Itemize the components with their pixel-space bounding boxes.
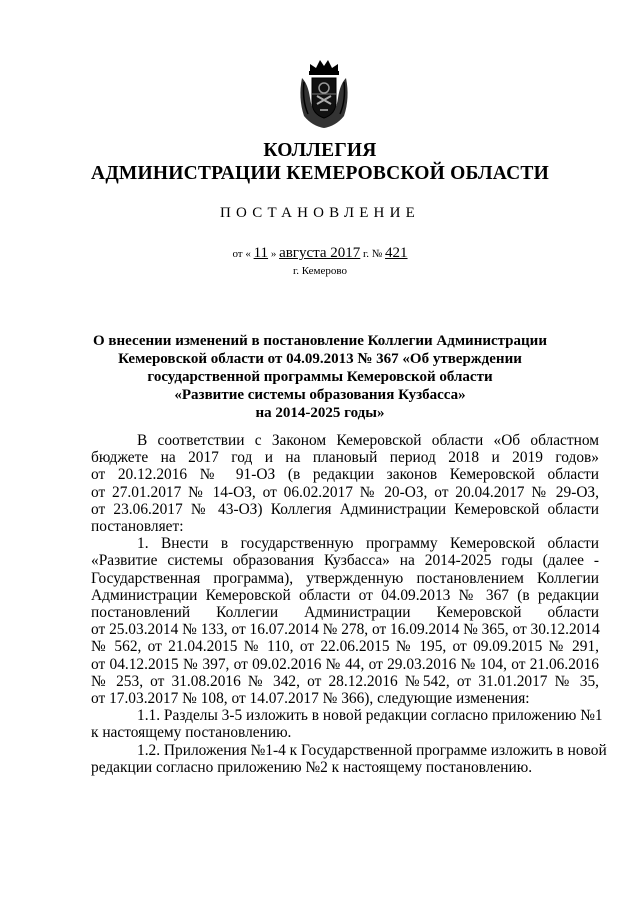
text-line: В соответствии с Законом Кемеровской области «Об областном: [137, 432, 599, 449]
document-number: 421: [385, 245, 408, 261]
title-line: государственной программы Кемеровской области: [147, 369, 493, 385]
text-line: постановляет:: [91, 518, 184, 536]
text-line: № 562, от 21.04.2015 № 110, от 22.06.2015 № 195, от 09.09.2015 № 291,: [91, 638, 599, 656]
text-line: 1.2. Приложения №1-4 к Государственной программе изложить в новой: [137, 741, 607, 759]
text-line: к настоящему постановлению.: [91, 724, 292, 742]
text-line: 1. Внести в государственную программу Кемеровской области: [137, 535, 599, 553]
document-title: [80, 332, 560, 422]
text-line: Администрации Кемеровской области от 04.09.2013 № 367 (в редакции: [91, 586, 599, 604]
text-line: редакции согласно приложению №2 к настоящему постановлению.: [91, 758, 533, 776]
text-line: бюджете на 2017 год и на плановый период 2018 и 2019 годов»: [91, 449, 599, 467]
date-day: 11: [253, 245, 269, 261]
org-name-line1: КОЛЛЕГИЯ: [263, 140, 377, 161]
text-line: 1.1. Разделы 3-5 изложить в новой редакции согласно приложению №1: [137, 707, 603, 725]
coat-of-arms-icon: [296, 58, 352, 130]
paragraph-preamble: [91, 432, 599, 535]
title-line: Кемеровской области от 04.09.2013 № 367 «Об утверждении: [118, 351, 522, 367]
date-sep: »: [270, 248, 277, 260]
title-line: О внесении изменений в постановление Коллегии Администрации: [93, 333, 547, 349]
paragraph-item-1-1: [91, 707, 603, 742]
document-city: г. Кемерово: [292, 265, 348, 277]
text-line: от 25.03.2014 № 133, от 16.07.2014 № 278, от 16.09.2014 № 365, от 30.12.2014: [91, 621, 600, 639]
date-prefix: от «: [232, 248, 251, 260]
date-year-suffix: г. №: [363, 248, 383, 260]
document-date-line: [0, 245, 640, 262]
text-line: Государственная программа), утвержденную постановлением Коллегии: [91, 569, 599, 587]
org-name-line2: АДМИНИСТРАЦИИ КЕМЕРОВСКОЙ ОБЛАСТИ: [91, 163, 549, 184]
text-line: от 17.03.2017 № 108, от 14.07.2017 № 366), следующие изменения:: [91, 690, 530, 708]
text-line: от 04.12.2015 № 397, от 09.02.2016 № 44, от 29.03.2016 № 104, от 21.06.2016: [91, 655, 599, 673]
document-body: [91, 432, 607, 776]
document-type: ПОСТАНОВЛЕНИЕ: [220, 205, 420, 221]
text-line: от 27.01.2017 № 14-ОЗ, от 06.02.2017 № 20-ОЗ, от 20.04.2017 № 29-ОЗ,: [91, 483, 599, 501]
text-line: постановлений Коллегии Администрации Кемеровской области: [91, 604, 599, 622]
text-line: от 20.12.2016 № 91-ОЗ (в редакции законов Кемеровской области: [91, 466, 599, 484]
text-line: «Развитие системы образования Кузбасса» на 2014-2025 годы (далее -: [91, 552, 599, 570]
date-month-year: августа 2017: [279, 245, 361, 261]
title-line: на 2014-2025 годы»: [255, 405, 385, 421]
paragraph-item-1: [91, 535, 599, 707]
text-line: № 253, от 31.08.2016 № 342, от 28.12.2016 №542, от 31.01.2017 № 35,: [91, 672, 599, 690]
text-line: от 23.06.2017 № 43-ОЗ) Коллегия Администрации Кемеровской области: [91, 500, 599, 518]
paragraph-item-1-2: [91, 741, 607, 776]
title-line: «Развитие системы образования Кузбасса»: [174, 387, 466, 403]
